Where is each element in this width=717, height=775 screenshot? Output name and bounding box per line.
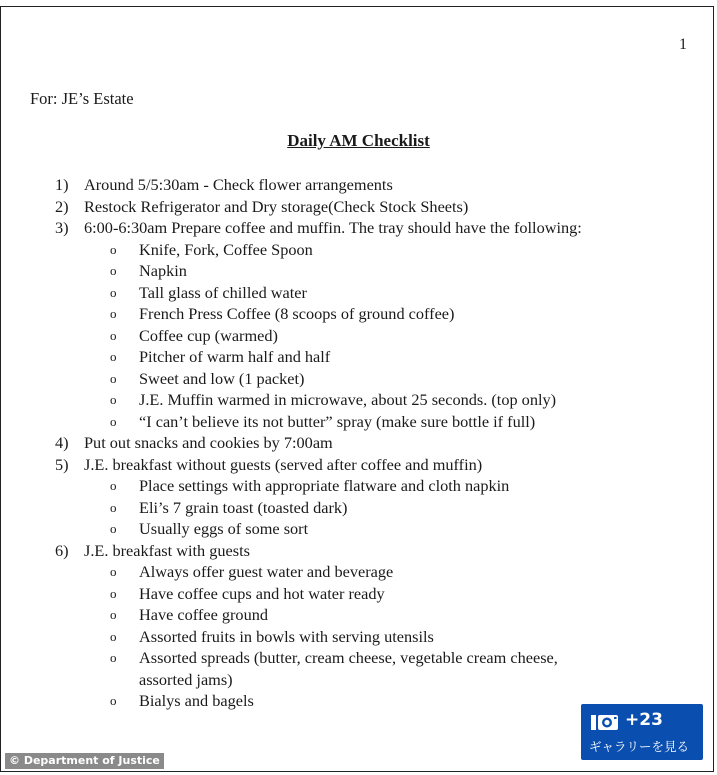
bullet-icon: o (110, 413, 117, 429)
bullet-icon: o (110, 327, 117, 343)
bullet-icon: o (110, 499, 117, 515)
gallery-count: +23 (625, 710, 663, 730)
bullet-icon: o (110, 370, 117, 386)
page-number: 1 (679, 36, 687, 53)
subitem-text: Tall glass of chilled water (139, 282, 307, 302)
bullet-icon: o (110, 263, 117, 278)
bullet-icon: o (110, 693, 117, 708)
subitem-text: assorted jams) (139, 669, 233, 689)
item-text: Put out snacks and cookies by 7:00am (84, 433, 333, 452)
for-line: For: JE’s Estate (30, 89, 134, 108)
item-number: 6) (55, 540, 69, 560)
subitem-text: Always offer guest water and beverage (139, 562, 394, 581)
checklist-title: Daily AM Checklist (287, 131, 430, 150)
item-number: 2) (55, 196, 69, 216)
bullet-icon: o (110, 392, 117, 407)
subitem-text: Bialys and bagels (139, 691, 254, 710)
subitem-text: Coffee cup (warmed) (139, 325, 278, 345)
item-text: 6:00-6:30am Prepare coffee and muffin. The tray should have the following: (84, 218, 582, 237)
subitem-text: Have coffee ground (139, 605, 268, 624)
subitem-text: Assorted spreads (butter, cream cheese, vegetable cream cheese, (139, 648, 558, 667)
gallery-label: ギャラリーを見る (589, 739, 690, 754)
bullet-icon: o (110, 478, 117, 493)
item-text: Around 5/5:30am - Check flower arrangements (84, 175, 393, 194)
bullet-icon: o (110, 241, 117, 257)
subitem-text: Pitcher of warm half and half (139, 347, 331, 366)
subitem-text: Assorted fruits in bowls with serving utensils (139, 626, 434, 646)
bullet-icon: o (110, 628, 117, 644)
subitem-text: Knife, Fork, Coffee Spoon (139, 239, 313, 259)
subitem-text: French Press Coffee (8 scoops of ground coffee) (139, 304, 455, 323)
item-number: 4) (55, 433, 69, 452)
item-number: 1) (55, 175, 69, 194)
subitem-text: Eli’s 7 grain toast (toasted dark) (139, 497, 348, 517)
subitem-text: Usually eggs of some sort (139, 519, 309, 538)
bullet-icon: o (110, 585, 117, 601)
bullet-icon: o (110, 306, 117, 321)
item-text: Restock Refrigerator and Dry storage(Check Stock Sheets) (84, 196, 469, 216)
subitem-text: Napkin (139, 261, 187, 280)
item-text: J.E. breakfast without guests (served after coffee and muffin) (84, 454, 483, 474)
gallery-button[interactable] (581, 704, 703, 760)
bullet-icon: o (110, 607, 117, 622)
bullet-icon: o (110, 349, 117, 364)
subitem-text: J.E. Muffin warmed in microwave, about 25 seconds. (top only) (139, 390, 557, 409)
bullet-icon: o (110, 650, 117, 665)
subitem-text: Place settings with appropriate flatware and cloth napkin (139, 476, 510, 495)
item-text: J.E. breakfast with guests (84, 540, 250, 560)
subitem-text: Have coffee cups and hot water ready (139, 583, 385, 603)
bullet-icon: o (110, 284, 117, 300)
item-number: 5) (55, 454, 69, 474)
bullet-icon: o (110, 564, 117, 579)
item-number: 3) (55, 218, 69, 237)
subitem-text: Sweet and low (1 packet) (139, 368, 305, 388)
bullet-icon: o (110, 521, 117, 536)
subitem-text: “I can’t believe its not butter” spray (make sure bottle if full) (139, 411, 536, 431)
photo-credit: © Department of Justice (5, 753, 164, 769)
camera-icon (591, 712, 621, 732)
